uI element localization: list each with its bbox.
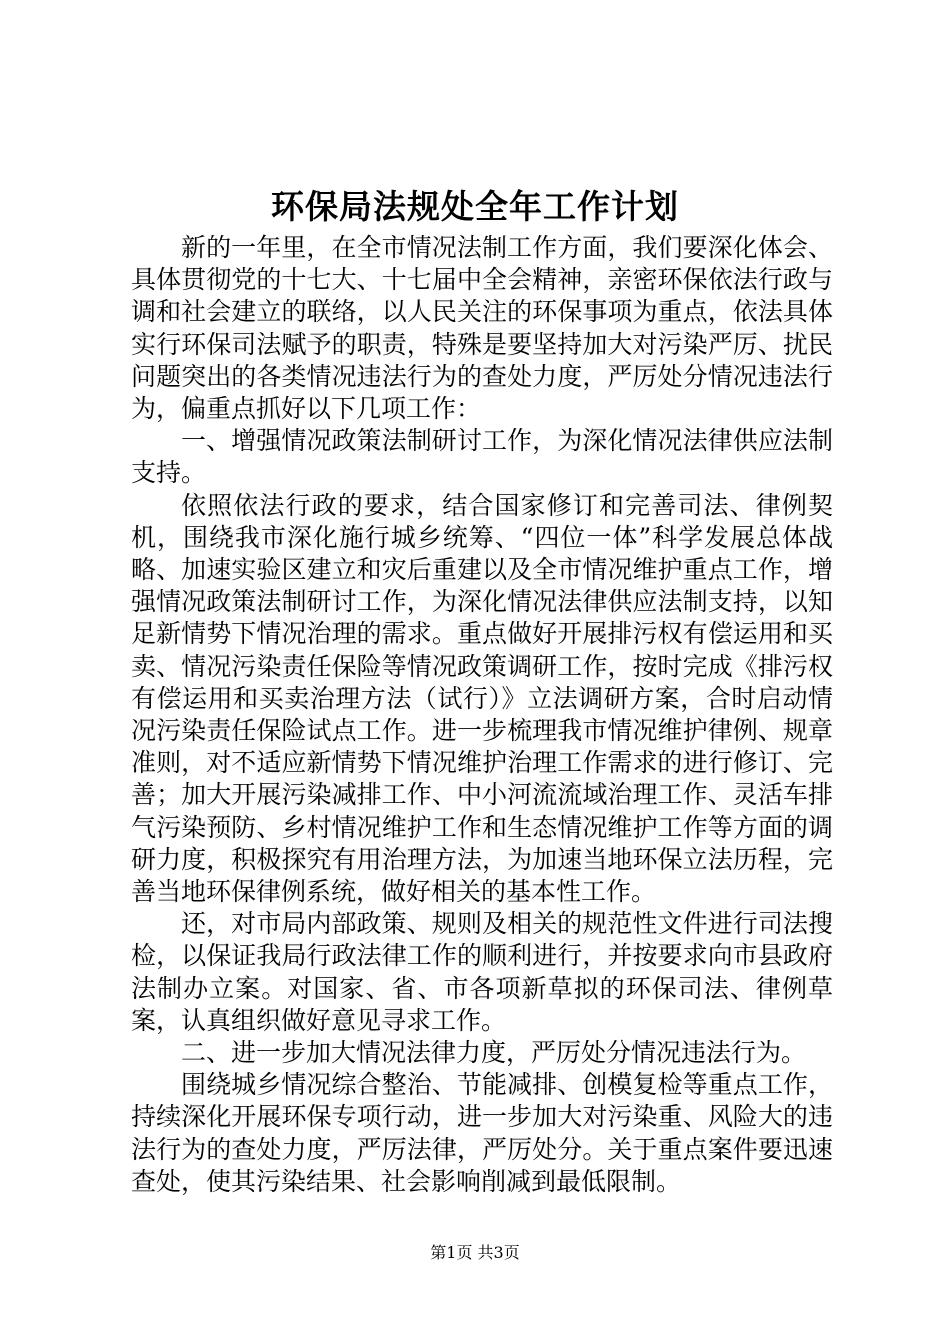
section-heading-2: 二、进一步加大情况法律力度，严厉处分情况违法行为。 — [181, 1038, 807, 1068]
document-body — [131, 232, 833, 1198]
section-heading-1: 一、增强情况政策法制研讨工作，为深化情况法律供应法制支持。 — [131, 426, 833, 488]
document-title: 环保局法规处全年工作计划 — [271, 187, 679, 226]
paragraph-section-2-a: 围绕城乡情况综合整治、节能减排、创模复检等重点工作，持续深化开展环保专项行动，进一步加大对污染重、风险大的违法行为的查处力度，严厉法律，严厉处分。关于重点案件要迅速查处，使其污染结果、社会影响削减到最低限制。 — [131, 1070, 833, 1196]
paragraph-section-1-b: 还，对市局内部政策、规则及相关的规范性文件进行司法搜检，以保证我局行政法律工作的顺利进行，并按要求向市县政府法制办立案。对国家、省、市各项新草拟的环保司法、律例草案，认真组织做好意见寻求工作。 — [131, 909, 833, 1035]
page-footer: 第1页 共3页 — [430, 1243, 520, 1262]
paragraph-section-1-a: 依照依法行政的要求，结合国家修订和完善司法、律例契机，围绕我市深化施行城乡统筹、“四位一体”科学发展总体战略、加速实验区建立和灾后重建以及全市情况维护重点工作，增强情况政策法制研讨工作，为深化情况法律供应法制支持，以知足新情势下情况治理的需求。重点做好开展排污权有偿运用和买卖、情况污染责任保险等情况政策调研工作，按时完成《排污权有偿运用和买卖治理方法（试行）》立法调研方案，合时启动情况污染责任保险试点工作。进一步梳理我市情况维护律例、规章准则，对不适应新情势下情况维护治理工作需求的进行修订、完善；加大开展污染减排工作、中小河流流域治理工作、灵活车排气污染预防、乡村情况维护工作和生态情况维护工作等方面的调研力度，积极探究有用治理方法，为加速当地环保立法历程，完善当地环保律例系统，做好相关的基本性工作。 — [131, 490, 833, 907]
paragraph-intro: 新的一年里，在全市情况法制工作方面，我们要深化体会、具体贯彻党的十七大、十七届中全会精神，亲密环保依法行政与调和社会建立的联络，以人民关注的环保事项为重点，依法具体实行环保司法赋予的职责，特殊是要坚持加大对污染严厉、扰民问题突出的各类情况违法行为的查处力度，严厉处分情况违法行为，偏重点抓好以下几项工作： — [131, 233, 833, 424]
